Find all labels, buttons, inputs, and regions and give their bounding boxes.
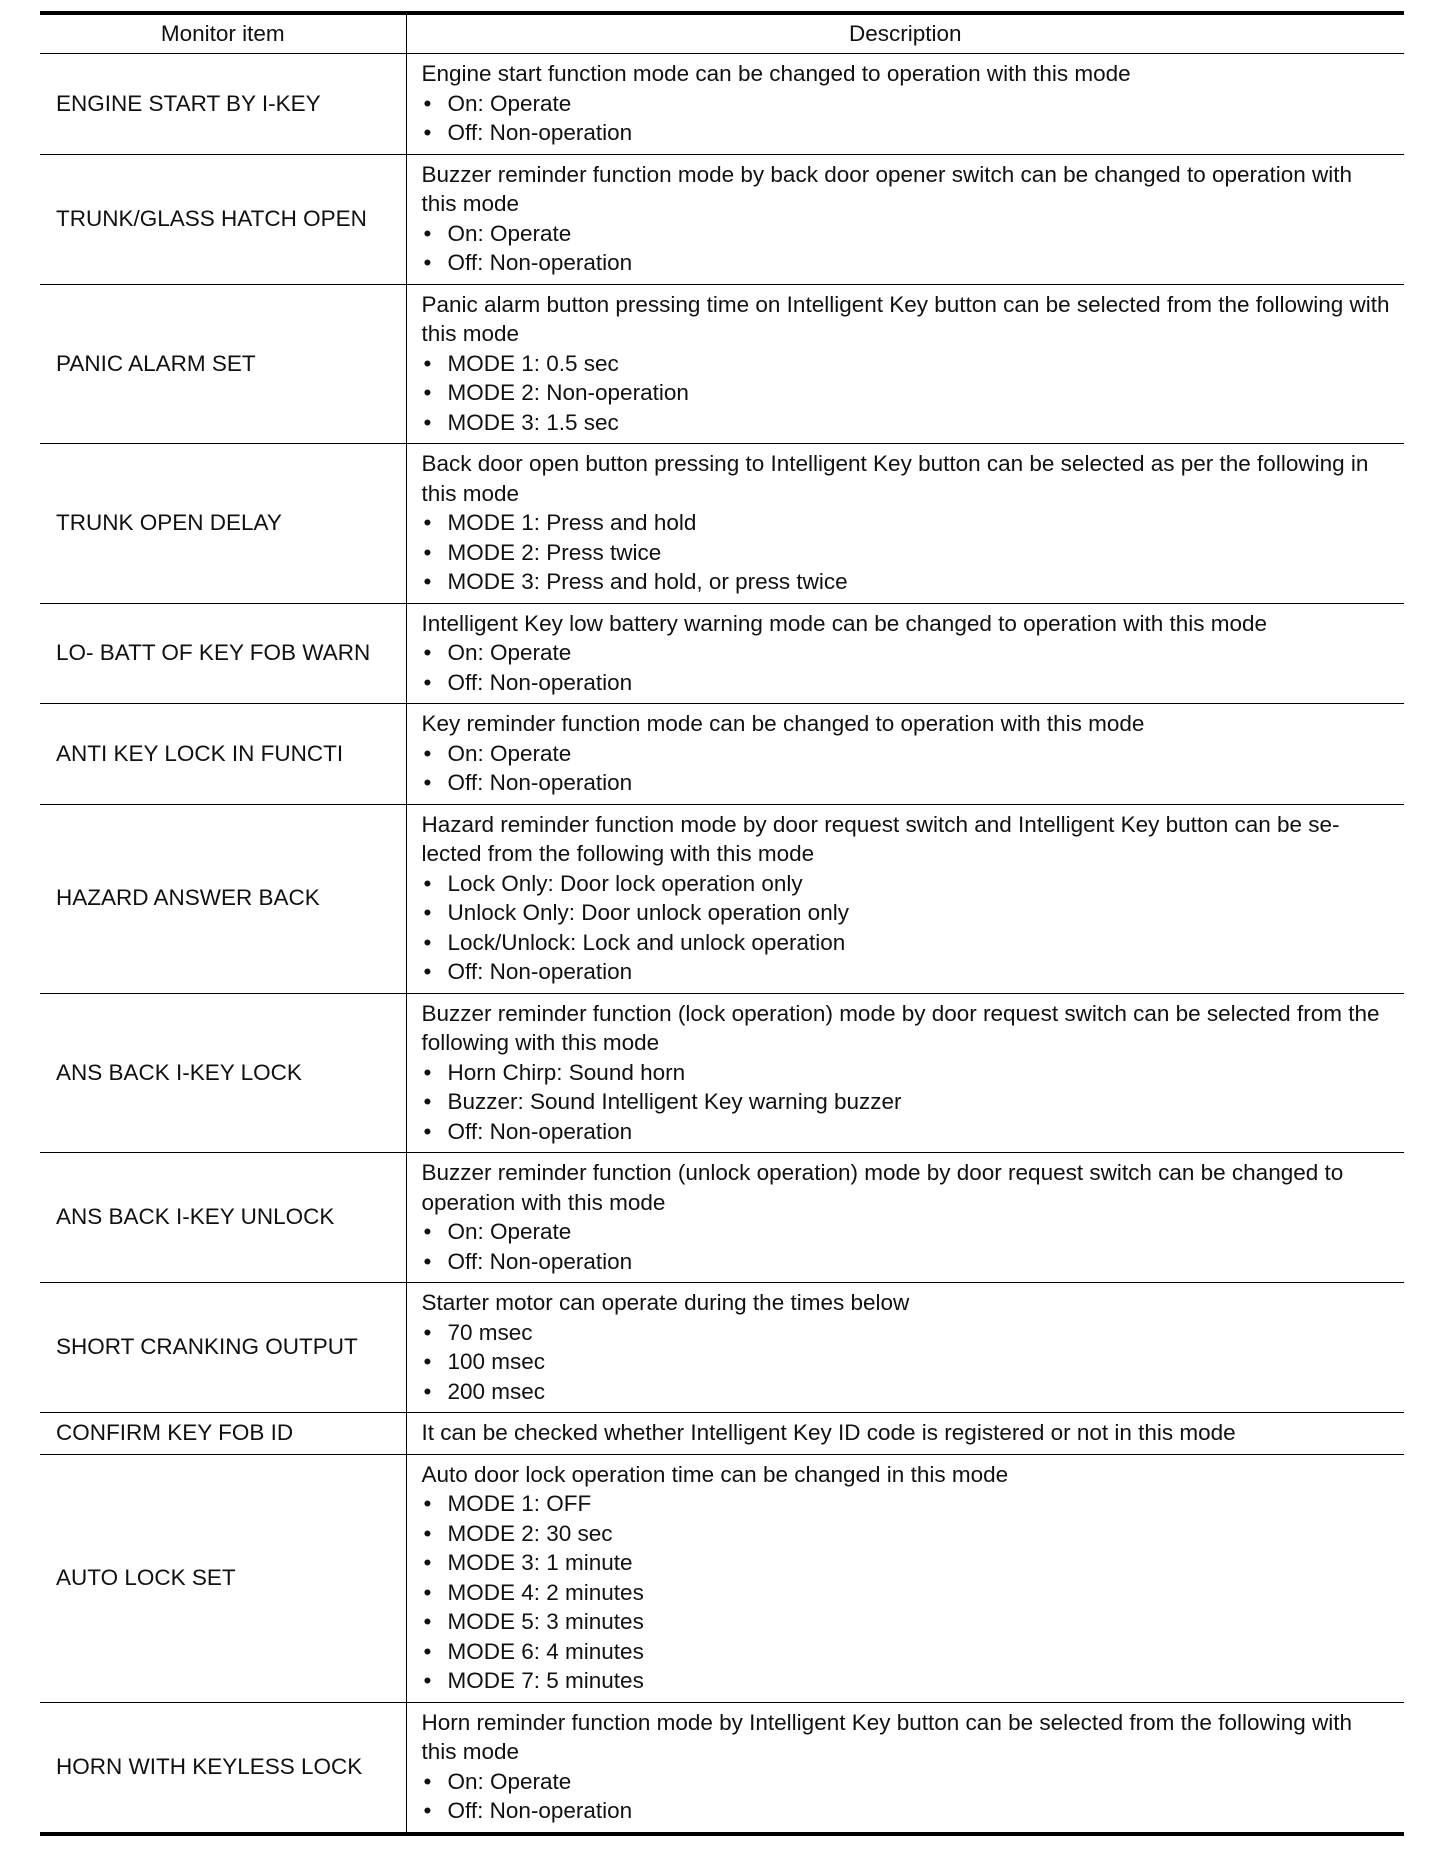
bullet-text: Horn Chirp: Sound horn [447,1059,686,1085]
description-bullet [422,567,1393,597]
description-bullet [422,89,1393,119]
description-bullet [422,1489,1393,1519]
table-row [40,1283,1404,1413]
monitor-item-cell: LO- BATT OF KEY FOB WARN [40,603,406,704]
description-bullet [422,1087,1393,1117]
description-bullet [422,1519,1393,1549]
bullet-text: On: Operate [447,1768,572,1794]
monitor-item-cell: TRUNK/GLASS HATCH OPEN [40,154,406,284]
monitor-item-cell: ANTI KEY LOCK IN FUNCTI [40,704,406,805]
bullet-text: Unlock Only: Door unlock operation only [447,900,849,925]
bullet-text: On: Operate [447,1219,572,1244]
bullet-text: On: Operate [447,740,572,766]
bullet-text: Off: Non-operation [447,1798,633,1823]
monitor-item-cell: HAZARD ANSWER BACK [40,804,406,993]
monitor-item-cell: HORN WITH KEYLESS LOCK [40,1702,406,1834]
description-bullet [422,1217,1393,1247]
bullet-text: MODE 3: 1 minute [447,1550,633,1575]
description-text: Auto door lock operation time can be changed in this mode [421,1461,1009,1487]
bullet-text: MODE 1: Press and hold [447,510,697,535]
description-bullet [422,1058,1393,1088]
bullet-text: Lock/Unlock: Lock and unlock operation [447,929,846,955]
description-cell [406,1454,1404,1702]
description-bullet [422,118,1393,148]
table-row [40,1702,1404,1834]
monitor-item-cell: ANS BACK I-KEY UNLOCK [40,1153,406,1283]
table-row [40,704,1404,805]
description-bullet [422,739,1393,769]
monitor-item-cell: CONFIRM KEY FOB ID [40,1413,406,1455]
description-text: Engine start function mode can be changed to operation with this mode [421,61,1131,86]
bullet-text: MODE 5: 3 minutes [447,1609,644,1634]
bullet-text: MODE 2: 30 sec [447,1520,613,1546]
table-row [40,603,1404,704]
description-text: It can be checked whether Intelligent Key ID code is registered or not in this mode [421,1420,1236,1445]
description-bullet [422,1666,1393,1696]
description-text: Buzzer reminder function (unlock operation) mode by door request switch can be changed to operation with this mode [421,1160,1344,1215]
description-cell [406,993,1404,1153]
table-row [40,284,1404,444]
description-cell [406,804,1404,993]
description-cell [406,603,1404,704]
description-bullet [422,1767,1393,1797]
bullet-text: Buzzer: Sound Intelligent Key warning buzzer [447,1089,902,1114]
description-bullet [422,1607,1393,1637]
bullet-text: MODE 1: OFF [447,1491,592,1516]
bullet-text: Lock Only: Door lock operation only [447,870,803,896]
description-bullet [422,408,1393,438]
description-bullet [422,957,1393,987]
bullet-text: Off: Non-operation [447,1118,633,1144]
header-row [40,13,1404,54]
table-row [40,1413,1404,1455]
monitor-item-table [40,11,1404,1836]
description-bullet [422,1247,1393,1277]
description-text: Panic alarm button pressing time on Intelligent Key button can be selected from the following with this mode [421,291,1390,346]
description-text: Buzzer reminder function (lock operation) mode by door request switch can be selected from the following with this mode [421,1000,1380,1055]
description-bullet [422,508,1393,538]
description-cell [406,1283,1404,1413]
description-bullet [422,219,1393,249]
description-text: Horn reminder function mode by Intelligent Key button can be selected from the following with this mode [421,1709,1353,1764]
header-description: Description [406,13,1404,54]
bullet-text: MODE 2: Press twice [447,539,662,565]
description-text: Key reminder function mode can be changed to operation with this mode [421,711,1145,736]
description-cell [406,1702,1404,1834]
table-row [40,1454,1404,1702]
description-cell [406,284,1404,444]
monitor-item-cell: PANIC ALARM SET [40,284,406,444]
bullet-text: Off: Non-operation [447,669,633,695]
description-bullet [422,1578,1393,1608]
table-row [40,154,1404,284]
description-bullet [422,869,1393,899]
bullet-text: 200 msec [447,1378,546,1404]
bullet-text: Off: Non-operation [447,120,633,145]
description-bullet [422,538,1393,568]
bullet-text: MODE 2: Non-operation [447,380,689,405]
description-cell [406,704,1404,805]
description-bullet [422,378,1393,408]
bullet-text: Off: Non-operation [447,250,633,275]
bullet-text: 100 msec [447,1349,546,1374]
description-bullet [422,898,1393,928]
table-row [40,1153,1404,1283]
description-bullet [422,1796,1393,1826]
description-bullet [422,668,1393,698]
description-bullet [422,1318,1393,1348]
bullet-text: On: Operate [447,640,572,665]
description-bullet [422,248,1393,278]
table-row [40,804,1404,993]
description-bullet [422,928,1393,958]
table-row [40,993,1404,1153]
description-text: Intelligent Key low battery warning mode can be changed to operation with this mode [421,610,1268,636]
monitor-item-cell: ENGINE START BY I-KEY [40,54,406,155]
description-cell [406,54,1404,155]
description-bullet [422,349,1393,379]
table-row [40,54,1404,155]
bullet-text: MODE 4: 2 minutes [447,1579,644,1605]
description-bullet [422,1117,1393,1147]
description-text: Back door open button pressing to Intelligent Key button can be selected as per the following in this mode [421,451,1369,506]
description-bullet [422,1637,1393,1667]
bullet-text: MODE 6: 4 minutes [447,1638,644,1664]
description-bullet [422,1548,1393,1578]
bullet-text: Off: Non-operation [447,959,633,984]
description-text: Hazard reminder function mode by door request switch and Intelligent Key button can be se-lected from the following with this mode [421,811,1340,866]
description-bullet [422,1377,1393,1407]
bullet-text: Off: Non-operation [447,1248,633,1274]
bullet-text: MODE 1: 0.5 sec [447,350,619,376]
description-cell [406,444,1404,604]
description-cell [406,1153,1404,1283]
bullet-text: On: Operate [447,90,572,116]
bullet-text: MODE 7: 5 minutes [447,1668,644,1693]
bullet-text: On: Operate [447,220,572,246]
monitor-item-cell: ANS BACK I-KEY LOCK [40,993,406,1153]
description-bullet [422,1347,1393,1377]
bullet-text: MODE 3: 1.5 sec [447,409,619,435]
description-bullet [422,768,1393,798]
bullet-text: 70 msec [447,1319,533,1345]
monitor-item-cell: AUTO LOCK SET [40,1454,406,1702]
bullet-text: MODE 3: Press and hold, or press twice [447,569,848,594]
header-monitor-item: Monitor item [40,13,406,54]
bullet-text: Off: Non-operation [447,770,633,795]
table-row [40,444,1404,604]
description-bullet [422,638,1393,668]
table-body [40,54,1404,1834]
description-text: Buzzer reminder function mode by back door opener switch can be changed to operation with this mode [421,161,1353,216]
description-text: Starter motor can operate during the times below [421,1290,910,1315]
monitor-item-cell: TRUNK OPEN DELAY [40,444,406,604]
description-cell [406,1413,1404,1455]
description-cell [406,154,1404,284]
monitor-item-cell: SHORT CRANKING OUTPUT [40,1283,406,1413]
